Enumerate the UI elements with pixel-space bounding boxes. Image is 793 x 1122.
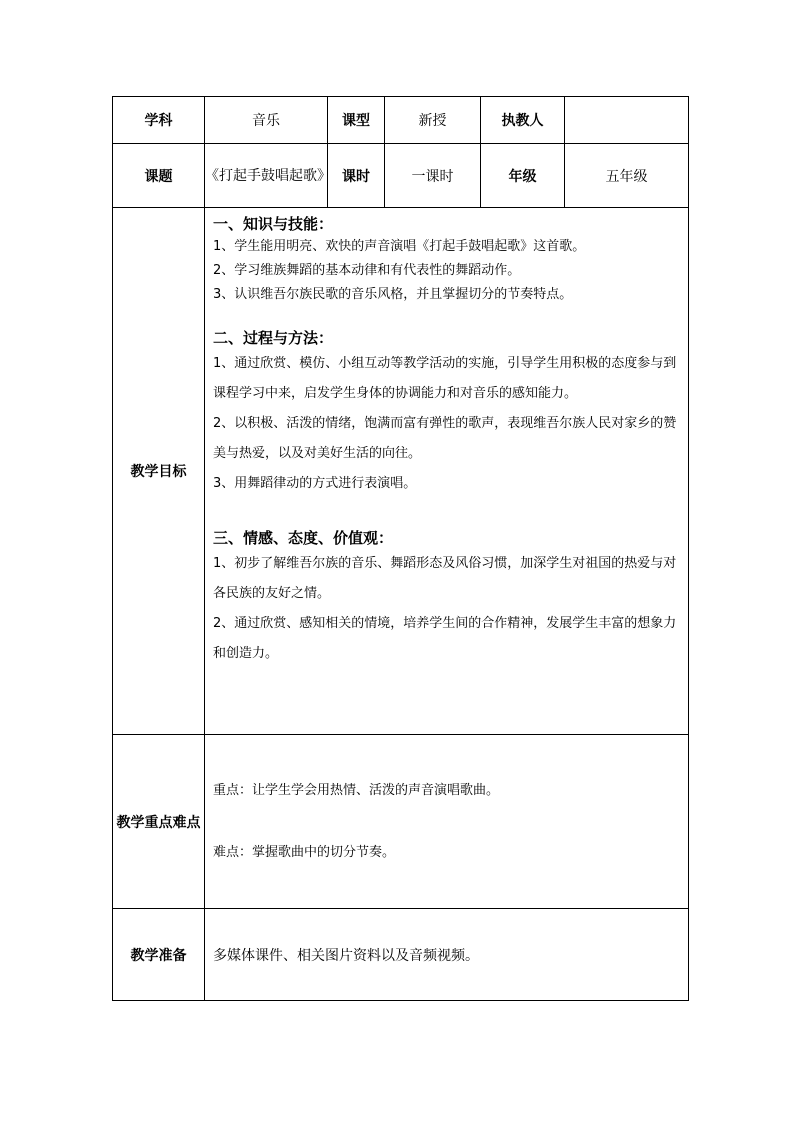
preparation-row [113, 909, 689, 1001]
header-row-2 [113, 144, 689, 208]
lesson-plan-table [112, 96, 689, 1001]
teacher-value [565, 97, 689, 144]
type-value: 新授 [385, 97, 481, 144]
key-points-content [205, 735, 689, 909]
subject-label: 学科 [113, 97, 205, 144]
preparation-content: 多媒体课件、相关图片资料以及音频视频。 [205, 909, 689, 1001]
difficulty-text: 难点：掌握歌曲中的切分节奏。 [213, 844, 396, 860]
objectives-row [113, 208, 689, 735]
process-item-2: 2、以积极、活泼的情绪，饱满而富有弹性的歌声，表现维吾尔族人民对家乡的赞美与热爱，以及对美好生活的向往。 [213, 416, 677, 461]
key-point-text: 重点：让学生学会用热情、活泼的声音演唱歌曲。 [213, 782, 500, 798]
grade-label: 年级 [481, 144, 565, 208]
process-item-3: 3、用舞蹈律动的方式进行表演唱。 [213, 476, 417, 491]
key-points-label: 教学重点难点 [113, 735, 205, 909]
emotion-item-1: 1、初步了解维吾尔族的音乐、舞蹈形态及风俗习惯，加深学生对祖国的热爱与对各民族的友好之情。 [213, 556, 677, 601]
preparation-label: 教学准备 [113, 909, 205, 1001]
objectives-label: 教学目标 [113, 208, 205, 735]
knowledge-item-3: 3、认识维吾尔族民歌的音乐风格，并且掌握切分的节奏特点。 [213, 287, 573, 302]
objectives-content [205, 208, 689, 735]
period-label: 课时 [328, 144, 385, 208]
grade-value: 五年级 [565, 144, 689, 208]
knowledge-item-1: 1、学生能用明亮、欢快的声音演唱《打起手鼓唱起歌》这首歌。 [213, 239, 586, 254]
emotion-item-2: 2、通过欣赏、感知相关的情境，培养学生间的合作精神，发展学生丰富的想象力和创造力。 [213, 616, 677, 661]
type-label: 课型 [328, 97, 385, 144]
knowledge-item-2: 2、学习维族舞蹈的基本动律和有代表性的舞蹈动作。 [213, 263, 521, 278]
topic-value: 《打起手鼓唱起歌》 [205, 144, 328, 208]
teacher-label: 执教人 [481, 97, 565, 144]
subject-value: 音乐 [205, 97, 328, 144]
topic-label: 课题 [113, 144, 205, 208]
knowledge-skills-heading: 一、知识与技能： [213, 215, 334, 233]
period-value: 一课时 [385, 144, 481, 208]
emotion-attitude-values-heading: 三、情感、态度、价值观： [213, 529, 394, 547]
process-method-heading: 二、过程与方法： [213, 329, 334, 347]
process-item-1: 1、通过欣赏、模仿、小组互动等教学活动的实施，引导学生用积极的态度参与到课程学习中来，启发学生身体的协调能力和对音乐的感知能力。 [213, 356, 677, 401]
key-points-row [113, 735, 689, 909]
header-row-1 [113, 97, 689, 144]
